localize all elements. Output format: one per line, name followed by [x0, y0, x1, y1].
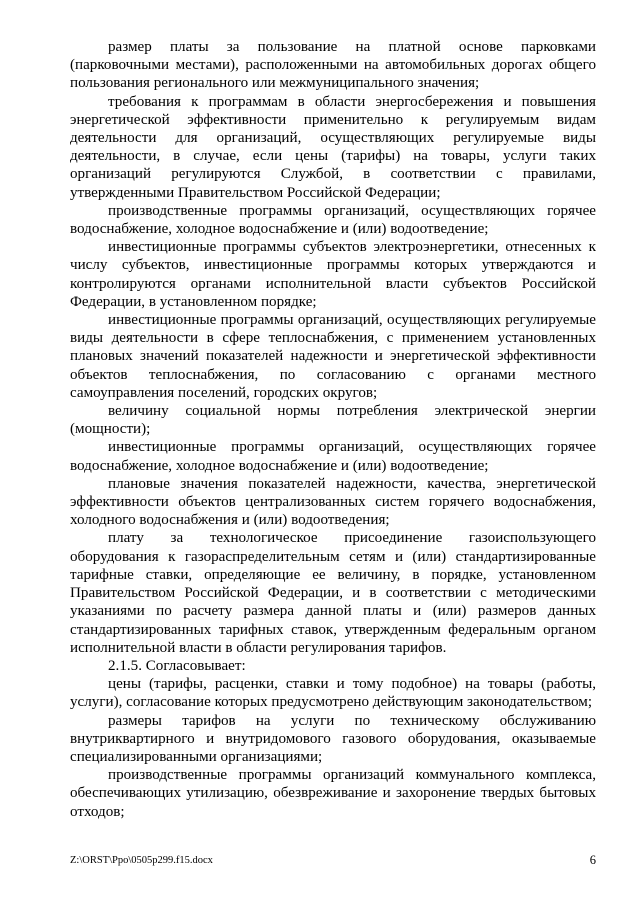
paragraph-reliability-indicators: плановые значения показателей надежности, качества, энергетической эффективности объектов централизованных систем горячего водоснабжения, холодного водоснабжения и (или) водоотведения; [70, 475, 596, 529]
paragraph-waste-production-programs: производственные программы организаций коммунального комплекса, обеспечивающих утилизацию, обезвреживание и захоронение твердых бытовых отходов; [70, 767, 596, 820]
paragraph-parking-fee: размер платы за пользование на платной основе парковками (парковочными местами), расположенными на автомобильных дорогах общего пользования регионального или межмуниципального значения; [70, 39, 596, 92]
paragraph-prices-agreement: цены (тарифы, расценки, ставки и тому подобное) на товары (работы, услуги), согласование которых предусмотрено действующим законодательством; [70, 676, 596, 711]
footer-file-path: Z:\ORST\Ppo\0505p299.f15.docx [70, 855, 213, 866]
paragraph-gas-connection-fee: плату за технологическое присоединение газоиспользующего оборудования к газораспределительным сетям и (или) стандартизированные тарифные ставки, определяющие ее величину, в порядке, установленном Правительством Российской Федерации, и в соответствии с методическими указаниями по расчету размера данной платы и (или) размеров данных стандартизированных тарифных ставок, утвержденным федеральным органом исполнительной власти в области регулирования тарифов. [70, 530, 596, 656]
paragraph-heat-investment-programs: инвестиционные программы организаций, осуществляющих регулируемые виды деятельности в сфере теплоснабжения, с применением установленных плановых значений показателей надежности и энергетической эффективности объектов теплоснабжения, по согласованию с органами местного самоуправления поселений, городских округов; [70, 312, 596, 401]
paragraph-power-investment-programs: инвестиционные программы субъектов электроэнергетики, отнесенных к числу субъектов, инвестиционные программы которых утверждаются и контролируются органами исполнительной власти субъектов Российской Федерации, в установленном порядке; [70, 239, 596, 310]
paragraph-water-production-programs: производственные программы организаций, осуществляющих горячее водоснабжение, холодное водоснабжение и (или) водоотведение; [70, 202, 596, 238]
paragraph-social-consumption-norm: величину социальной нормы потребления электрической энергии (мощности); [70, 403, 596, 438]
page-number: 6 [589, 853, 596, 867]
paragraph-energy-saving-requirements: требования к программам в области энергосбережения и повышения энергетической эффективности применительно к регулируемым видам деятельности для организаций, осуществляющих регулируемые виды деятельности, в случае, если цены (тарифы) на товары, услуги таких организаций регулируются Службой, в соответствии с правилами, утвержденными Правительством Российской Федерации; [70, 93, 596, 201]
paragraph-gas-maintenance-tariffs: размеры тарифов на услуги по техническому обслуживанию внутриквартирного и внутридомового газового оборудования, оказываемые специализированными организациями; [70, 712, 596, 765]
section-heading-2-1-5: 2.1.5. Согласовывает: [108, 657, 246, 674]
paragraph-water-investment-programs: инвестиционные программы организаций, осуществляющих горячее водоснабжение, холодное водоснабжение и (или) водоотведение; [70, 439, 596, 474]
document-body [70, 38, 596, 821]
